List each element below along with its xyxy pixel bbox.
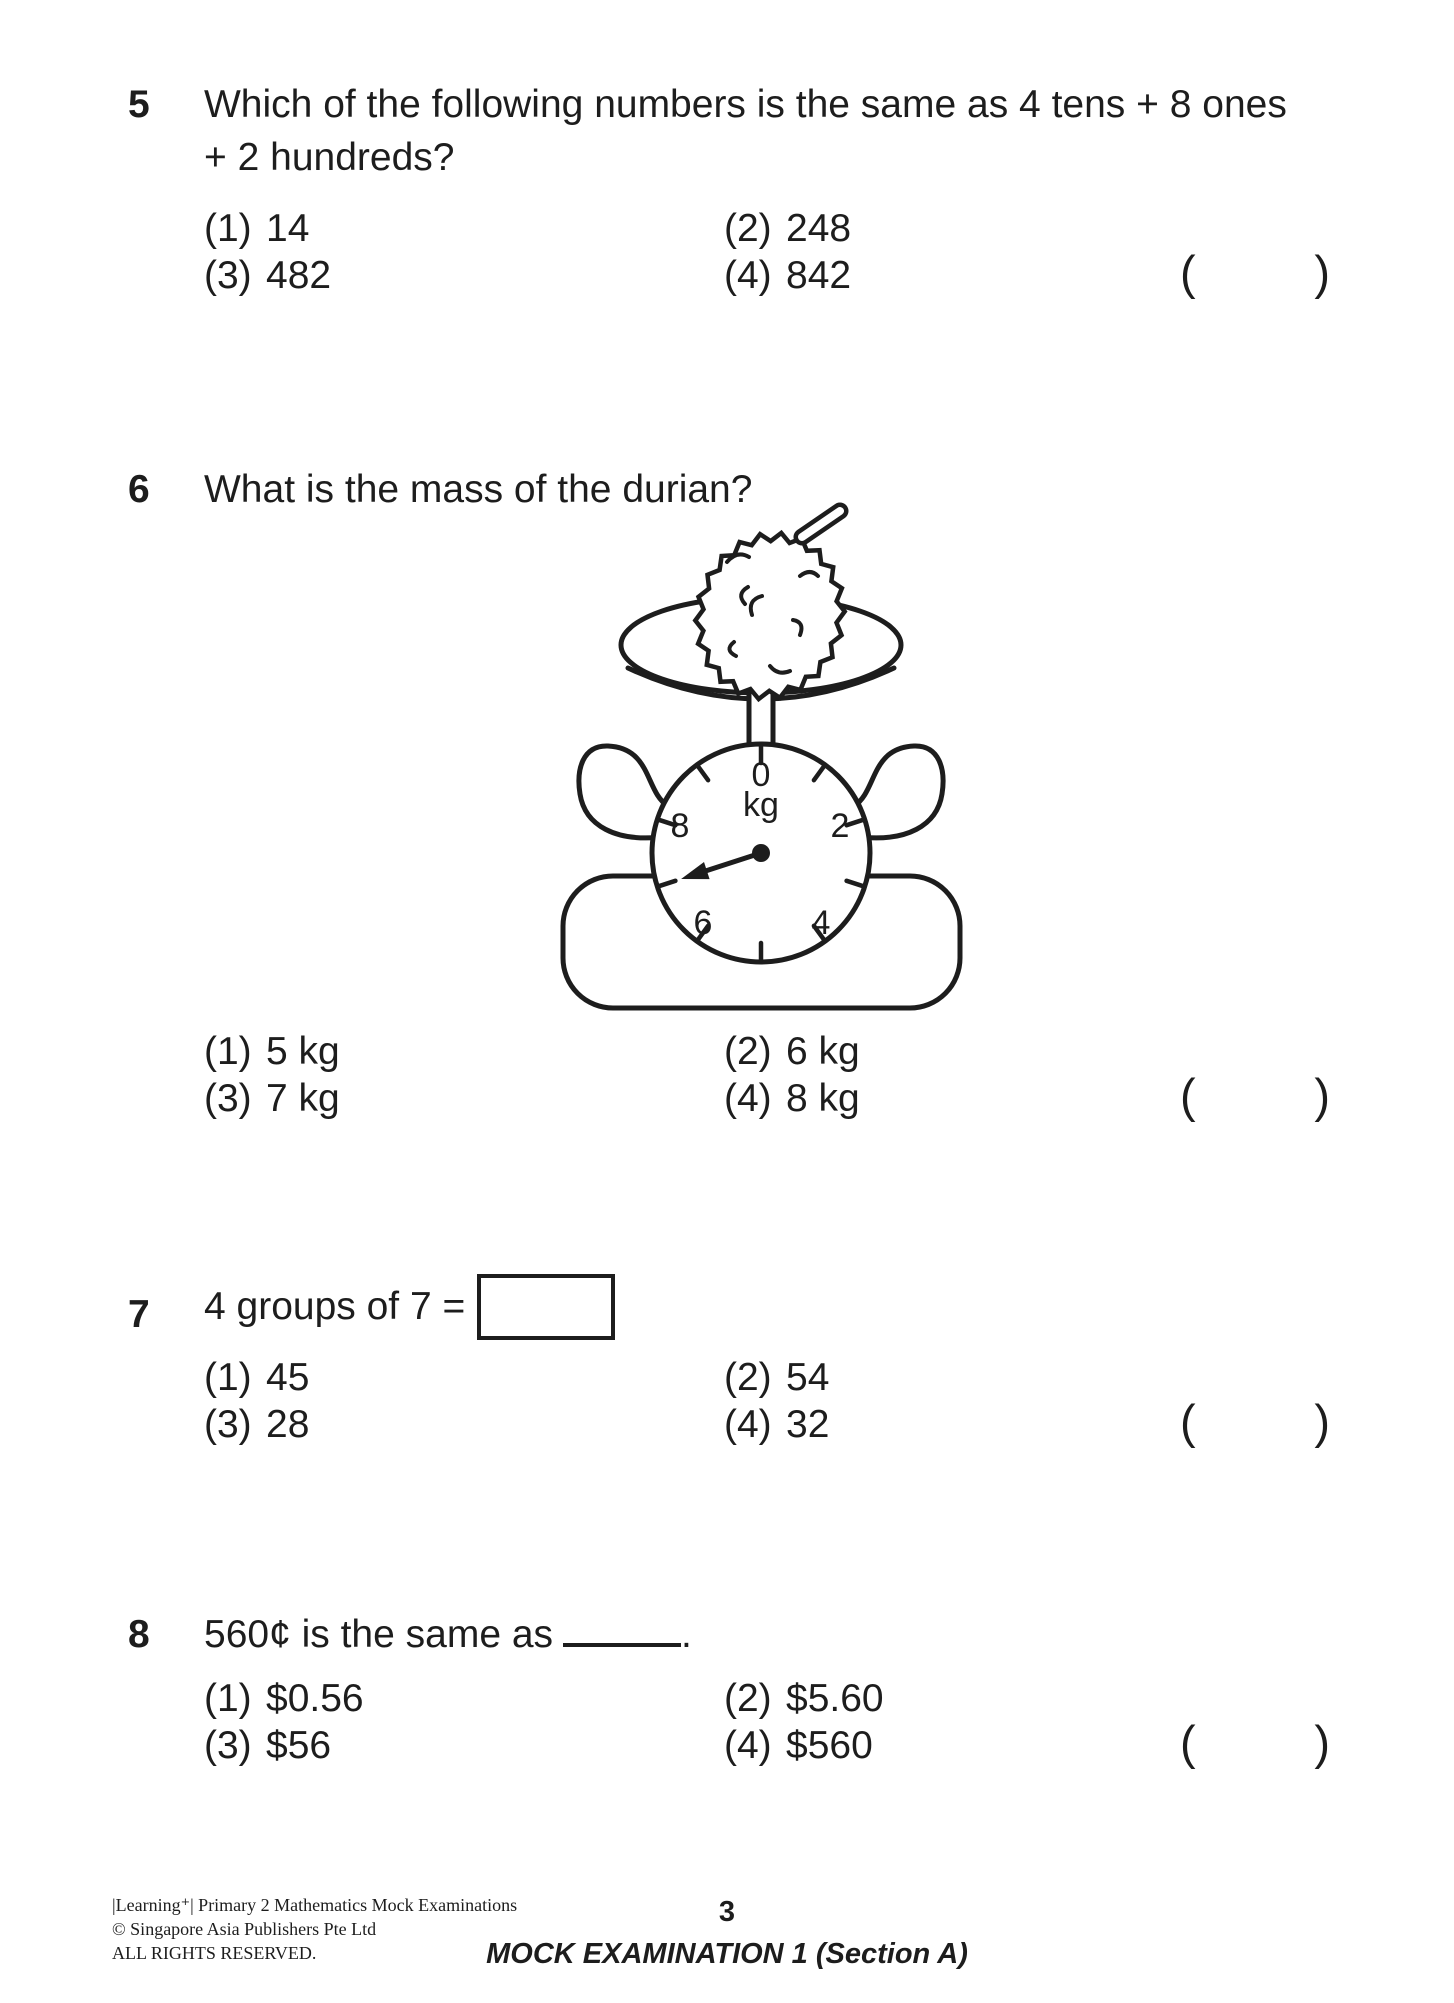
answer-bracket	[1180, 1716, 1330, 1770]
option-1	[204, 1354, 724, 1401]
dial-unit: kg	[743, 786, 779, 824]
question-number: 8	[128, 1613, 150, 1656]
option-value: $560	[786, 1724, 873, 1767]
options-row	[204, 1075, 860, 1122]
question-5	[0, 70, 1454, 310]
option-3	[204, 1075, 724, 1122]
option-label: (1)	[204, 1030, 252, 1073]
open-paren: (	[1180, 246, 1196, 299]
question-6	[0, 455, 1454, 1135]
needle-pivot	[752, 844, 770, 862]
options-grid	[204, 1675, 884, 1769]
answer-bracket	[1180, 1069, 1330, 1123]
options-grid	[204, 1028, 860, 1122]
close-paren: )	[1314, 1716, 1330, 1769]
options-grid	[204, 1354, 829, 1448]
option-label: (3)	[204, 1403, 252, 1446]
answer-box	[477, 1274, 615, 1340]
option-3	[204, 1722, 724, 1769]
option-label: (2)	[724, 1356, 772, 1399]
question-text-row	[204, 1271, 615, 1343]
option-label: (1)	[204, 1356, 252, 1399]
option-label: (4)	[724, 1077, 772, 1120]
options-row	[204, 1675, 884, 1722]
option-value: 45	[266, 1356, 310, 1399]
option-label: (3)	[204, 254, 252, 297]
weighing-scale-illustration	[550, 493, 980, 1017]
option-value: 54	[786, 1356, 830, 1399]
question-text-line: Which of the following numbers is the same as 4 tens + 8 ones	[204, 83, 1287, 126]
option-label: (4)	[724, 254, 772, 297]
section-title: MOCK EXAMINATION 1 (Section A)	[486, 1938, 968, 1970]
option-1	[204, 1675, 724, 1722]
blank-underline	[563, 1613, 681, 1647]
option-2	[724, 1028, 860, 1075]
dial-label-2: 2	[830, 807, 850, 845]
answer-bracket	[1180, 246, 1330, 300]
option-value: $5.60	[786, 1677, 884, 1720]
page-number: 3	[718, 1896, 736, 1928]
question-7	[0, 1283, 1454, 1463]
close-paren: )	[1314, 1069, 1330, 1122]
option-value: $56	[266, 1724, 332, 1767]
option-4	[724, 252, 851, 299]
option-4	[724, 1401, 829, 1448]
option-value: 6 kg	[786, 1030, 860, 1073]
open-paren: (	[1180, 1395, 1196, 1448]
footer-line: © Singapore Asia Publishers Pte Ltd	[112, 1919, 377, 1939]
question-text-after-blank: .	[681, 1613, 692, 1656]
option-label: (1)	[204, 207, 252, 250]
question-text-line: + 2 hundreds?	[204, 136, 455, 179]
options-row	[204, 1722, 884, 1769]
dial-label-4: 4	[811, 904, 831, 942]
option-label: (2)	[724, 1030, 772, 1073]
options-grid	[204, 205, 851, 299]
option-label: (1)	[204, 1677, 252, 1720]
footer-line: |Learning⁺| Primary 2 Mathematics Mock Examinations	[112, 1895, 518, 1915]
option-4	[724, 1075, 860, 1122]
question-8	[0, 1600, 1454, 1780]
question-text-before-blank: 560¢ is the same as	[204, 1613, 554, 1656]
close-paren: )	[1314, 246, 1330, 299]
option-label: (2)	[724, 1677, 772, 1720]
option-value: 5 kg	[266, 1030, 340, 1073]
option-label: (4)	[724, 1403, 772, 1446]
option-3	[204, 1401, 724, 1448]
question-number: 7	[128, 1293, 150, 1336]
question-text: What is the mass of the durian?	[204, 468, 753, 511]
options-row	[204, 1354, 829, 1401]
options-row	[204, 1028, 860, 1075]
option-value: 842	[786, 254, 852, 297]
dial-label-6: 6	[693, 904, 713, 942]
answer-bracket	[1180, 1395, 1330, 1449]
options-row	[204, 1401, 829, 1448]
option-2	[724, 1675, 884, 1722]
footer-line: ALL RIGHTS RESERVED.	[112, 1943, 317, 1963]
option-label: (4)	[724, 1724, 772, 1767]
option-4	[724, 1722, 873, 1769]
option-2	[724, 205, 851, 252]
option-value: 248	[786, 207, 852, 250]
dial-label-0: 0	[751, 756, 771, 794]
question-number: 6	[128, 468, 150, 511]
options-row	[204, 252, 851, 299]
dial-label-8: 8	[670, 807, 690, 845]
option-label: (3)	[204, 1077, 252, 1120]
option-2	[724, 1354, 829, 1401]
option-3	[204, 252, 724, 299]
option-value: 8 kg	[786, 1077, 860, 1120]
question-text: 4 groups of 7 =	[204, 1285, 466, 1328]
option-value: 7 kg	[266, 1077, 340, 1120]
option-value: 28	[266, 1403, 310, 1446]
question-number: 5	[128, 83, 150, 126]
option-label: (3)	[204, 1724, 252, 1767]
options-row	[204, 205, 851, 252]
open-paren: (	[1180, 1069, 1196, 1122]
close-paren: )	[1314, 1395, 1330, 1448]
option-value: 482	[266, 254, 332, 297]
option-1	[204, 205, 724, 252]
open-paren: (	[1180, 1716, 1196, 1769]
option-value: 32	[786, 1403, 830, 1446]
option-label: (2)	[724, 207, 772, 250]
option-value: $0.56	[266, 1677, 364, 1720]
question-text	[204, 1608, 692, 1661]
option-value: 14	[266, 207, 310, 250]
option-1	[204, 1028, 724, 1075]
